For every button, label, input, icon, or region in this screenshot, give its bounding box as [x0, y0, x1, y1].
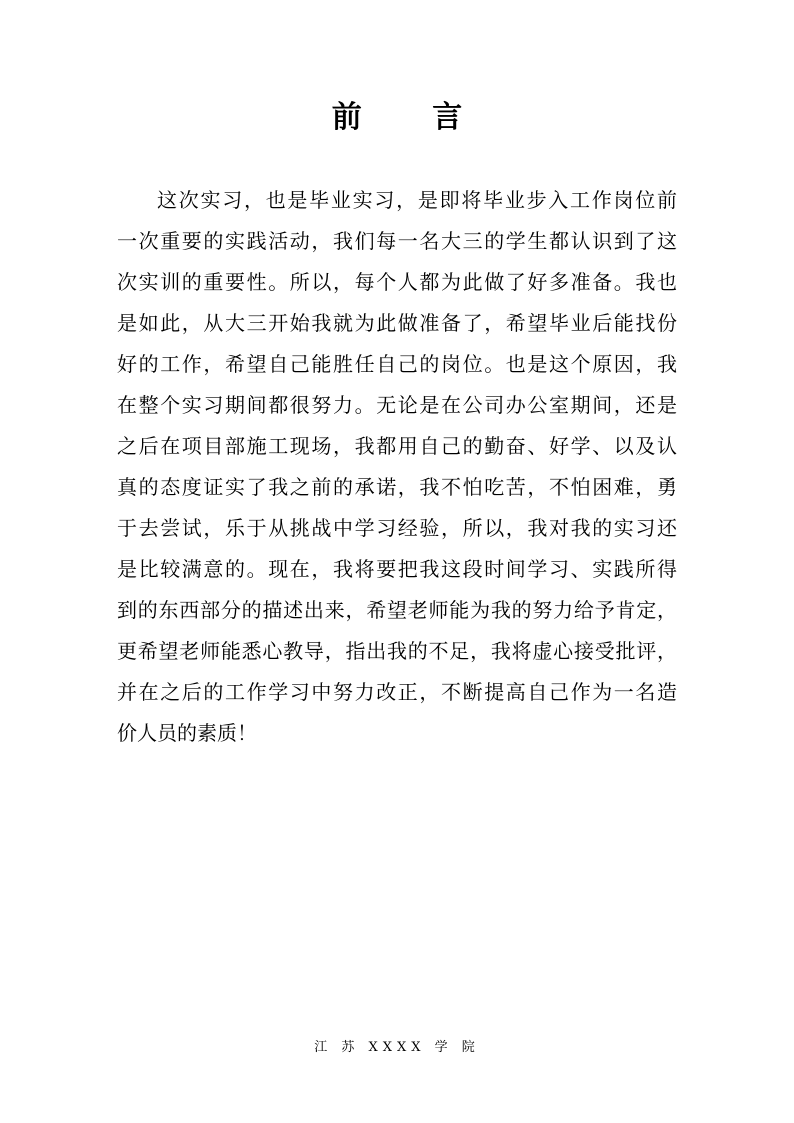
paragraph-line: 是比较满意的。现在，我将要把我这段时间学习、实践所得 — [117, 557, 677, 581]
paragraph-line: 在整个实习期间都很努力。无论是在公司办公室期间，还是 — [117, 393, 677, 417]
paragraph-line: 并在之后的工作学习中努力改正，不断提高自己作为一名造 — [117, 680, 677, 704]
paragraph-line: 之后在项目部施工现场，我都用自己的勤奋、好学、以及认 — [117, 434, 677, 458]
preface-paragraph — [117, 180, 677, 754]
paragraph-line: 好的工作，希望自己能胜任自己的岗位。也是这个原因，我 — [117, 352, 677, 376]
paragraph-line: 于去尝试，乐于从挑战中学习经验，所以，我对我的实习还 — [117, 516, 677, 540]
paragraph-line: 一次重要的实践活动，我们每一名大三的学生都认识到了这 — [117, 229, 677, 253]
page-title: 前 言 — [331, 100, 493, 135]
paragraph-line: 是如此，从大三开始我就为此做准备了，希望毕业后能找份 — [117, 311, 677, 335]
paragraph-line: 价人员的素质！ — [117, 721, 257, 745]
paragraph-line: 这次实习，也是毕业实习，是即将毕业步入工作岗位前 — [157, 188, 677, 212]
paragraph-line: 到的东西部分的描述出来，希望老师能为我的努力给予肯定， — [117, 598, 677, 622]
paragraph-line: 次实训的重要性。所以，每个人都为此做了好多准备。我也 — [117, 270, 677, 294]
page-footer: 江 苏 XXXX 学 院 — [314, 1040, 480, 1055]
paragraph-line: 更希望老师能悉心教导，指出我的不足，我将虚心接受批评， — [117, 639, 677, 663]
paragraph-line: 真的态度证实了我之前的承诺，我不怕吃苦，不怕困难，勇 — [117, 475, 677, 499]
